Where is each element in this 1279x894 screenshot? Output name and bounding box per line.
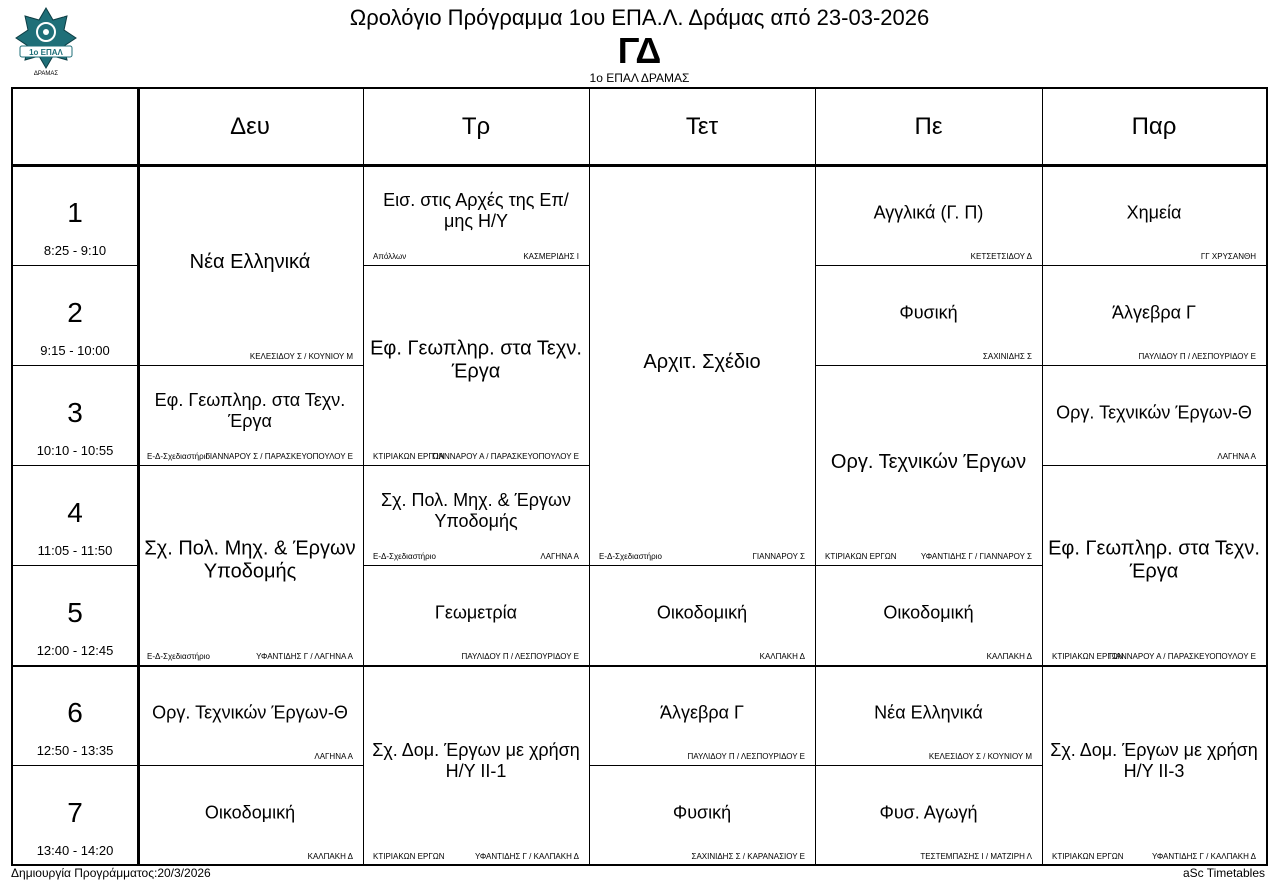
- period-number: 7: [67, 797, 83, 828]
- lesson-teacher: ΚΑΣΜΕΡΙΔΗΣ Ι: [523, 252, 579, 261]
- lesson-cell: [137, 465, 363, 665]
- lesson-cell: [815, 365, 1042, 565]
- software-credit: aSc Timetables: [1182, 866, 1265, 880]
- lesson-cell: [1042, 465, 1266, 665]
- lesson-cell: [815, 765, 1042, 865]
- cell-divider: [815, 365, 1042, 366]
- day-header: Πε: [914, 113, 943, 140]
- lesson-room: Ε-Δ-Σχεδιαστήριο: [599, 552, 662, 561]
- lesson-subject: Οικοδομική: [204, 802, 296, 823]
- lesson-subject: Εφ. Γεωπληρ. στα Τεχν. Έργα: [1048, 537, 1260, 583]
- section-divider: [13, 665, 1266, 667]
- lesson-subject: Χημεία: [1126, 202, 1182, 223]
- period-time: 13:40 - 14:20: [36, 843, 114, 858]
- cell-divider: [363, 465, 589, 466]
- lesson-teacher: ΠΑΥΛΙΔΟΥ Π / ΛΕΣΠΟΥΡΙΔΟΥ Ε: [1138, 352, 1256, 361]
- lesson-cell: [1042, 365, 1266, 465]
- lesson-cell: [363, 665, 589, 865]
- lesson-room: Ε-Δ-Σχεδιαστήριο: [147, 452, 210, 461]
- row-divider: [13, 465, 137, 466]
- row-divider: [13, 365, 137, 366]
- day-header: Δευ: [230, 113, 270, 140]
- lesson-subject: Σχ. Δομ. Έργων με χρήση Η/Υ ΙΙ-3: [1050, 740, 1258, 781]
- lesson-room: ΚΤΙΡΙΑΚΩΝ ΕΡΓΩΝ: [373, 852, 445, 861]
- lesson-cell: [1042, 665, 1266, 865]
- lesson-teacher: ΠΑΥΛΙΔΟΥ Π / ΛΕΣΠΟΥΡΙΔΟΥ Ε: [687, 752, 805, 761]
- lesson-teacher: ΚΑΛΠΑΚΗ Δ: [759, 652, 805, 661]
- lesson-cell: [137, 665, 363, 765]
- lesson-subject: Οικοδομική: [883, 602, 974, 623]
- created-date: Δημιουργία Προγράμματος:20/3/2026: [11, 866, 211, 880]
- lesson-cell: [815, 565, 1042, 665]
- cell-divider: [815, 265, 1042, 266]
- timetable-grid: [11, 87, 1268, 866]
- lesson-room: ΚΤΙΡΙΑΚΩΝ ΕΡΓΩΝ: [1052, 652, 1124, 661]
- row-divider: [13, 765, 137, 766]
- day-header: Παρ: [1131, 113, 1177, 140]
- lesson-teacher: ΤΕΣΤΕΜΠΑΣΗΣ Ι / ΜΑΤΖΙΡΗ Λ: [920, 852, 1032, 861]
- period-time: 9:15 - 10:00: [40, 343, 110, 358]
- svg-text:★: ★: [28, 13, 33, 19]
- lesson-teacher: ΓΙΑΝΝΑΡΟΥ Σ / ΠΑΡΑΣΚΕΥΟΠΟΥΛΟΥ Ε: [205, 452, 353, 461]
- cell-divider: [1042, 365, 1266, 366]
- period-number: 5: [67, 597, 83, 628]
- lesson-cell: [589, 765, 815, 865]
- lesson-cell: [589, 565, 815, 665]
- lesson-teacher: ΓΙΑΝΝΑΡΟΥ Α / ΠΑΡΑΣΚΕΥΟΠΟΥΛΟΥ Ε: [432, 452, 579, 461]
- page-title: Ωρολόγιο Πρόγραμμα 1ου ΕΠΑ.Λ. Δράμας από 23-03-2026: [349, 5, 930, 30]
- school-name: 1ο ΕΠΑΛ ΔΡΑΜΑΣ: [589, 71, 690, 85]
- lesson-subject: Άλγεβρα Γ: [660, 702, 744, 723]
- lesson-subject: Εφ. Γεωπληρ. στα Τεχν. Έργα: [154, 390, 346, 431]
- class-name: ΓΔ: [617, 30, 662, 71]
- lesson-subject: Οργ. Τεχνικών Έργων-Θ: [1056, 402, 1252, 423]
- lesson-teacher: ΣΑΧΙΝΙΔΗΣ Σ: [982, 352, 1032, 361]
- lesson-teacher: ΚΕΛΕΣΙΔΟΥ Σ / ΚΟΥΝΙΟΥ Μ: [928, 752, 1032, 761]
- lesson-teacher: ΥΦΑΝΤΙΔΗΣ Γ / ΛΑΓΗΝΑ Α: [256, 652, 353, 661]
- lesson-subject: Φυσική: [672, 802, 732, 823]
- lesson-teacher: ΛΑΓΗΝΑ Α: [540, 552, 579, 561]
- cell-divider: [1042, 265, 1266, 266]
- logo-text: 1ο ΕΠΑΛ: [29, 48, 63, 57]
- lesson-teacher: ΓΙΑΝΝΑΡΟΥ Α / ΠΑΡΑΣΚΕΥΟΠΟΥΛΟΥ Ε: [1109, 652, 1256, 661]
- lesson-teacher: ΛΑΓΗΝΑ Α: [314, 752, 353, 761]
- lesson-teacher: ΠΑΥΛΙΔΟΥ Π / ΛΕΣΠΟΥΡΙΔΟΥ Ε: [461, 652, 579, 661]
- lesson-room: Ε-Δ-Σχεδιαστήριο: [147, 652, 210, 661]
- lesson-subject: Σχ. Δομ. Έργων με χρήση Η/Υ ΙΙ-1: [372, 740, 580, 781]
- lesson-cell: [363, 265, 589, 465]
- lesson-cell: [137, 765, 363, 865]
- period-time: 10:10 - 10:55: [36, 443, 114, 458]
- lesson-teacher: ΥΦΑΝΤΙΔΗΣ Γ / ΚΑΛΠΑΚΗ Δ: [475, 852, 579, 861]
- lesson-cell: [363, 465, 589, 565]
- lesson-cell: [589, 165, 815, 565]
- cell-divider: [589, 565, 815, 566]
- lesson-subject: Εισ. στις Αρχές της Επ/μης Η/Υ: [383, 190, 569, 231]
- lesson-cell: [137, 365, 363, 465]
- svg-text:★: ★: [60, 13, 65, 19]
- lesson-cell: [363, 165, 589, 265]
- period-number: 4: [67, 497, 83, 528]
- lesson-teacher: ΓΙΑΝΝΑΡΟΥ Σ: [752, 552, 805, 561]
- lesson-teacher: ΓΓ ΧΡΥΣΑΝΘΗ: [1200, 252, 1256, 261]
- lesson-teacher: ΛΑΓΗΝΑ Α: [1217, 452, 1256, 461]
- cell-divider: [363, 265, 589, 266]
- lesson-teacher: ΥΦΑΝΤΙΔΗΣ Γ / ΓΙΑΝΝΑΡΟΥ Σ: [920, 552, 1032, 561]
- day-header: Τετ: [685, 113, 719, 140]
- lesson-cell: [137, 165, 363, 365]
- cell-divider: [137, 465, 363, 466]
- lesson-subject: Σχ. Πολ. Μηχ. & Έργων Υποδομής: [144, 537, 356, 583]
- lesson-subject: Σχ. Πολ. Μηχ. & Έργων Υποδομής: [380, 490, 572, 531]
- lesson-room: ΚΤΙΡΙΑΚΩΝ ΕΡΓΩΝ: [825, 552, 897, 561]
- lesson-cell: [1042, 165, 1266, 265]
- lesson-cell: [815, 665, 1042, 765]
- cell-divider: [1042, 465, 1266, 466]
- row-divider: [13, 565, 137, 566]
- lesson-cell: [815, 265, 1042, 365]
- lesson-subject: Αγγλικά (Γ. Π): [873, 202, 984, 223]
- cell-divider: [589, 765, 815, 766]
- period-time: 11:05 - 11:50: [37, 543, 113, 558]
- lesson-subject: Νέα Ελληνικά: [189, 251, 311, 274]
- lesson-subject: Οργ. Τεχνικών Έργων-Θ: [152, 702, 348, 723]
- lesson-cell: [815, 165, 1042, 265]
- period-number: 3: [67, 397, 83, 428]
- lesson-teacher: ΚΑΛΠΑΚΗ Δ: [307, 852, 353, 861]
- lesson-teacher: ΣΑΧΙΝΙΔΗΣ Σ / ΚΑΡΑΝΑΣΙΟΥ Ε: [691, 852, 805, 861]
- row-divider: [13, 265, 137, 266]
- period-number: 2: [67, 297, 83, 328]
- lesson-room: Ε-Δ-Σχεδιαστήριο: [373, 552, 436, 561]
- lesson-room: Απόλλων: [373, 252, 407, 261]
- lesson-subject: Γεωμετρία: [434, 602, 518, 623]
- cell-divider: [815, 565, 1042, 566]
- lesson-subject: Οικοδομική: [656, 602, 748, 623]
- lesson-teacher: ΚΕΤΣΕΤΣΙΔΟΥ Δ: [970, 252, 1032, 261]
- lesson-subject: Εφ. Γεωπληρ. στα Τεχν. Έργα: [370, 337, 582, 383]
- lesson-subject: Αρχιτ. Σχέδιο: [643, 351, 761, 374]
- cell-divider: [137, 765, 363, 766]
- period-time: 12:50 - 13:35: [36, 743, 114, 758]
- lesson-cell: [363, 565, 589, 665]
- lesson-teacher: ΥΦΑΝΤΙΔΗΣ Γ / ΚΑΛΠΑΚΗ Δ: [1152, 852, 1256, 861]
- cell-divider: [363, 565, 589, 566]
- period-number: 6: [67, 697, 83, 728]
- lesson-subject: Φυσική: [899, 302, 958, 323]
- cell-divider: [815, 765, 1042, 766]
- lesson-teacher: ΚΕΛΕΣΙΔΟΥ Σ / ΚΟΥΝΙΟΥ Μ: [249, 352, 353, 361]
- day-header: Τρ: [461, 113, 491, 140]
- lesson-subject: Φυσ. Αγωγή: [879, 802, 978, 823]
- lesson-cell: [1042, 265, 1266, 365]
- lesson-room: ΚΤΙΡΙΑΚΩΝ ΕΡΓΩΝ: [373, 452, 445, 461]
- logo-caption: ΔΡΑΜΑΣ: [33, 71, 59, 77]
- period-number: 1: [67, 197, 83, 228]
- lesson-subject: Νέα Ελληνικά: [874, 702, 983, 723]
- cell-divider: [137, 365, 363, 366]
- lesson-teacher: ΚΑΛΠΑΚΗ Δ: [986, 652, 1032, 661]
- period-time: 12:00 - 12:45: [36, 643, 114, 658]
- lesson-subject: Οργ. Τεχνικών Έργων: [830, 451, 1027, 474]
- lesson-room: ΚΤΙΡΙΑΚΩΝ ΕΡΓΩΝ: [1052, 852, 1124, 861]
- lesson-cell: [589, 665, 815, 765]
- lesson-subject: Άλγεβρα Γ: [1112, 302, 1196, 323]
- period-time: 8:25 - 9:10: [43, 243, 107, 258]
